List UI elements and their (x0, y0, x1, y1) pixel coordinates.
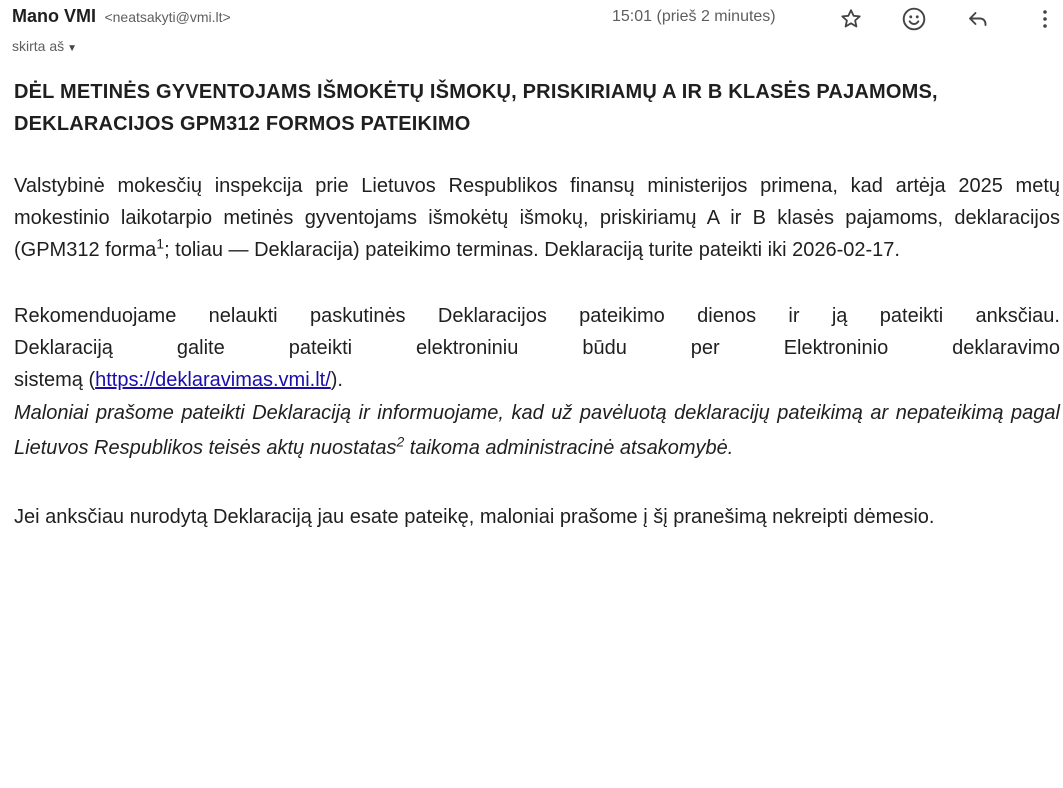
email-body (14, 76, 1060, 533)
recommendation-line-2: Deklaraciją galite pateikti elektroniniu būdu per Elektroninio deklaravimo (14, 337, 1060, 359)
recipients-toggle[interactable] (12, 38, 77, 54)
star-icon[interactable] (836, 4, 866, 34)
email-subject: DĖL METINĖS GYVENTOJAMS IŠMOKĖTŲ IŠMOKŲ, PRISKIRIAMŲ A IR B KLASĖS PAJAMOMS, DEKLARACIJOS GPM312 FORMOS PATEIKIMO (14, 81, 938, 135)
email-header (0, 0, 1063, 64)
recommendation-line-3-a: sistemą ( (14, 369, 96, 391)
recommendation-line-3-b: ). (330, 369, 343, 391)
recommendation-line-1: Rekomenduojame nelaukti paskutinės Deklaracijos pateikimo dienos ir ją pateikti anksčiau. (14, 305, 1060, 327)
sender-email[interactable]: <neatsakyti@vmi.lt> (104, 9, 231, 25)
sender (12, 6, 231, 27)
declaration-system-link[interactable]: https://deklaravimas.vmi.lt/ (95, 369, 331, 391)
emoji-icon[interactable] (899, 4, 929, 34)
email-timestamp: 15:01 (prieš 2 minutes) (612, 8, 776, 25)
reply-icon[interactable] (963, 4, 993, 34)
paragraph-ignore-notice: Jei anksčiau nurodytą Deklaraciją jau esate pateikę, maloniai prašome į šį pranešimą nekreipti dėmesio. (14, 506, 935, 528)
paragraph-reminder-text-a: Valstybinė mokesčių inspekcija prie Lietuvos Respublikos finansų ministerijos primena, kad artėja 2025 metų mokestinio laikotarpio metinės gyventojams išmokėtų išmokų, priskiriamų A ir B klasės pajamoms, deklaracijos (GPM312 forma (14, 175, 1060, 261)
paragraph-reminder (14, 170, 1060, 266)
recipients-label: skirta aš (12, 38, 65, 54)
footnote-1: 1 (156, 235, 165, 252)
liability-text-a: Maloniai prašome pateikti Deklaraciją ir informuojame, kad už pavėluotą deklaracijų pateikimą ar nepateikimą pagal Lietuvos Respublikos teisės aktų nuostatas (14, 402, 1060, 459)
paragraph-liability (14, 396, 1060, 466)
more-vert-icon[interactable] (1030, 4, 1060, 34)
chevron-down-icon[interactable]: ▼ (67, 43, 78, 54)
recommendation-line-3 (14, 364, 1060, 396)
sender-name[interactable]: Mano VMI (12, 6, 96, 26)
liability-text-b: taikoma administracinė atsakomybė. (404, 437, 734, 459)
paragraph-reminder-text-b: ; toliau — Deklaracija) pateikimo terminas. Deklaraciją turite pateikti iki 2026-02-17. (164, 239, 900, 261)
footnote-2: 2 (396, 433, 405, 450)
paragraph-recommendation (14, 300, 1060, 396)
